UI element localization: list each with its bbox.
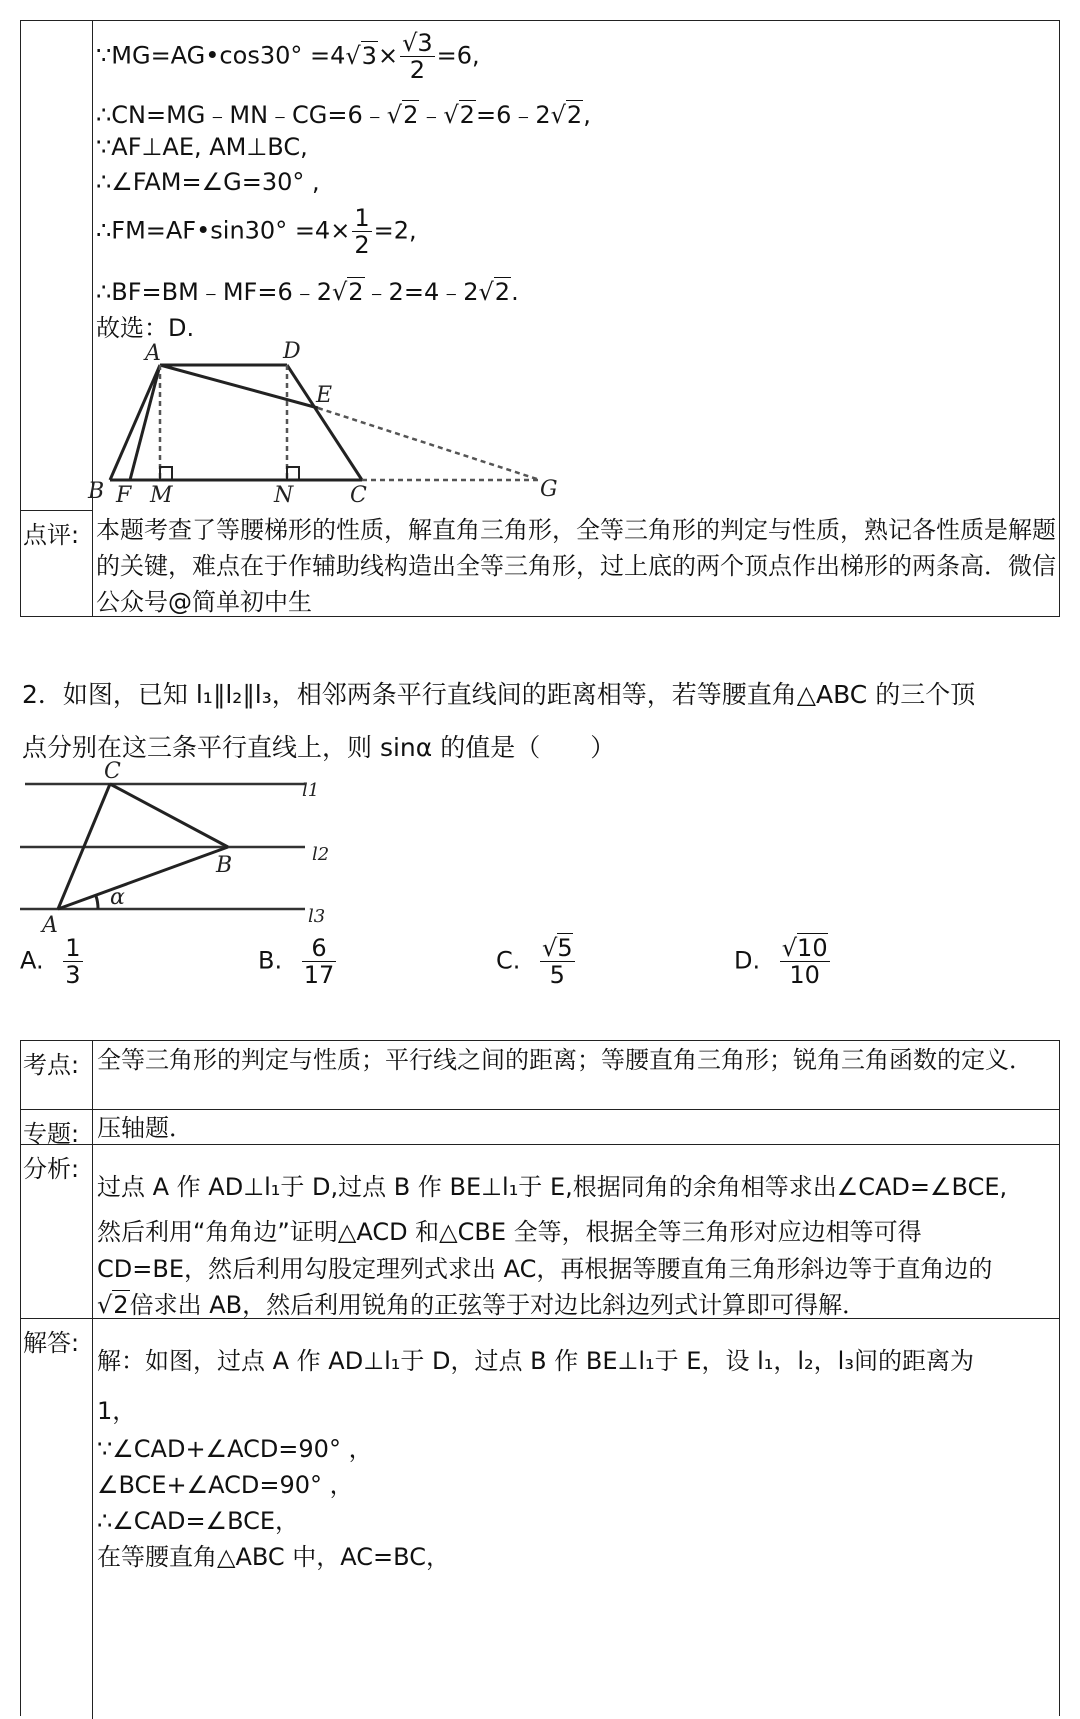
jieda-text: 解：如图，过点 A 作 AD⊥l₁于 D，过点 B 作 BE⊥l₁于 E，设 l₁，l₂，l₃间的距离为 1， ∵∠CAD+∠ACD=90° ， ∠BCE+∠ACD=90° ， ∴∠CAD=∠BCE， 在等腰直角△ABC 中，AC=BC， [97,1347,974,1571]
sqrt: √3 [345,41,377,70]
label-l1: l1 [302,780,320,801]
option-a[interactable]: A. $\frac{1}{3}$ [20,934,81,989]
trapezoid-figure [90,340,610,515]
fenxi-text: 过点 A 作 AD⊥l₁于 D,过点 B 作 BE⊥l₁于 E,根据同角的余角相等求出∠CAD=∠BCE, 然后利用“角角边”证明△ACD 和△CBE 全等，根据全等三角形对应边相等可得 CD=BE，然后利用勾股定理列式求出 AC，再根据等腰直角三角形斜边等于直角边的 √2倍求出 AB，然后利用锐角的正弦等于对边比斜边列式计算即可得解． [97,1173,1008,1319]
option-c[interactable]: C. $\frac{√5}{5}$ [496,934,573,989]
label-M: M [150,483,173,508]
label-C: C [350,483,367,508]
row-jieda: 解答: 解：如图，过点 A 作 AD⊥l₁于 D，过点 B 作 BE⊥l₁于 E，设 l₁，l₂，l₃间的距离为 1， ∵∠CAD+∠ACD=90° ， ∠BCE+∠ACD=90° ， ∴∠CAD=∠BCE， 在等腰直角△ABC 中，AC=BC， [21,1318,1059,1719]
option-d[interactable]: D. $\frac{√10}{10}$ [734,934,828,989]
zhuanti-text: 压轴题． [97,1114,193,1142]
row-zhuanti: 专题: 压轴题． [21,1109,1059,1144]
solution-line-1: ∵MG=AG•cos30° =4√3× $\frac{√3}{2}$ =6, [96,29,480,84]
fraction: $\frac{√3}{2}$ [402,29,433,84]
label-F: F [116,483,132,508]
solution-line-6: ∴BF=BM﹣MF=6﹣2√2﹣2=4﹣2√2. [96,278,519,306]
label-C2: C [104,759,121,784]
label-A: A [145,341,161,366]
kaodian-text: 全等三角形的判定与性质；平行线之间的距离；等腰直角三角形；锐角三角函数的定义． [97,1046,1033,1074]
solution-line-5: ∴FM=AF•sin30° =4× $\frac{1}{2}$ =2, [96,204,417,259]
solution-line-2: ∴CN=MG﹣MN﹣CG=6﹣√2﹣√2=6﹣2√2, [96,101,591,129]
label-B2: B [216,853,233,878]
option-b[interactable]: B. $\frac{6}{17}$ [258,934,335,989]
row-kaodian: 考点: 全等三角形的判定与性质；平行线之间的距离；等腰直角三角形；锐角三角函数的定义． [21,1041,1059,1109]
label-B: B [88,479,105,504]
question-2-line-2: 点分别在这三条平行直线上，则 sinα 的值是（ ） [22,733,616,762]
parallel-lines-figure [20,759,340,938]
label-A2: A [42,913,58,938]
label-l3: l3 [308,906,326,927]
label-E: E [316,383,333,408]
label-G: G [540,477,558,502]
label-alpha: α [110,885,125,910]
label-N: N [274,483,294,508]
row-fenxi: 分析: 过点 A 作 AD⊥l₁于 D,过点 B 作 BE⊥l₁于 E,根据同角的余角相等求出∠CAD=∠BCE, 然后利用“角角边”证明△ACD 和△CBE 全等，根据全等三角形对应边相等可得 CD=BE，然后利用勾股定理列式求出 AC，再根据等腰直角三角形斜边等于直角边的 √2倍求出 AB，然后利用锐角的正弦等于对边比斜边列式计算即可得解． [21,1144,1059,1318]
label-l2: l2 [312,844,330,865]
comment-text: 本题考查了等腰梯形的性质，解直角三角形，全等三角形的判定与性质，熟记各性质是解题的关键，难点在于作辅助线构造出全等三角形，过上底的两个顶点作出梯形的两条高．微信公众号@简单初中生 [96,516,1056,616]
solution-line-4: ∴∠FAM=∠G=30° , [96,168,320,196]
analysis-table [20,1040,1060,1716]
blank-label-cell [21,21,93,511]
answer-choice: 故选：D. [96,314,195,342]
question-2-line-1: 2．如图，已知 l₁∥l₂∥l₃，相邻两条平行直线间的距离相等，若等腰直角△ABC 的三个顶 [22,680,976,709]
solution-line-3: ∵AF⊥AE, AM⊥BC, [96,133,308,161]
comment-label: 点评: [21,511,93,616]
label-D: D [283,339,301,364]
